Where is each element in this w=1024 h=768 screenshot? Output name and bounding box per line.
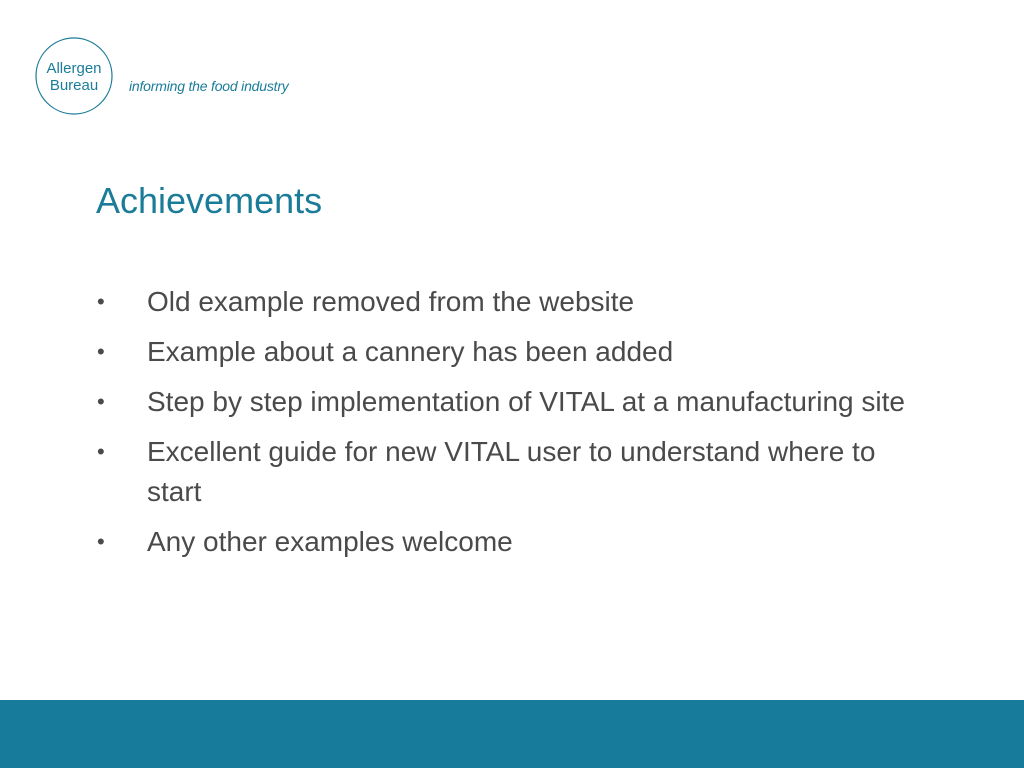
tagline: informing the food industry — [129, 78, 289, 94]
bullet-icon: • — [97, 529, 105, 554]
bullet-item — [97, 432, 937, 512]
bullet-list — [97, 282, 937, 572]
footer-band — [0, 700, 1024, 768]
slide-title: Achievements — [96, 180, 323, 221]
bullet-text: Any other examples welcome — [147, 526, 513, 557]
logo-circle-icon — [34, 36, 116, 116]
logo-line2: Bureau — [49, 77, 99, 94]
bullet-item — [97, 332, 937, 372]
bullet-icon: • — [97, 389, 105, 414]
bullet-icon: • — [97, 339, 105, 364]
bullet-item — [97, 522, 937, 562]
bullet-icon: • — [97, 439, 105, 464]
bullet-icon: • — [97, 289, 105, 314]
bullet-text: Step by step implementation of VITAL at a manufacturing site — [147, 386, 905, 417]
logo-line1: Allergen — [46, 60, 102, 77]
bullet-text: Example about a cannery has been added — [147, 336, 674, 367]
bullet-text: Old example removed from the website — [147, 286, 635, 317]
bullet-item — [97, 282, 937, 322]
allergen-bureau-logo — [34, 36, 116, 116]
bullet-item — [97, 382, 937, 422]
bullet-text: Excellent guide for new VITAL user to understand where to start — [147, 436, 876, 507]
